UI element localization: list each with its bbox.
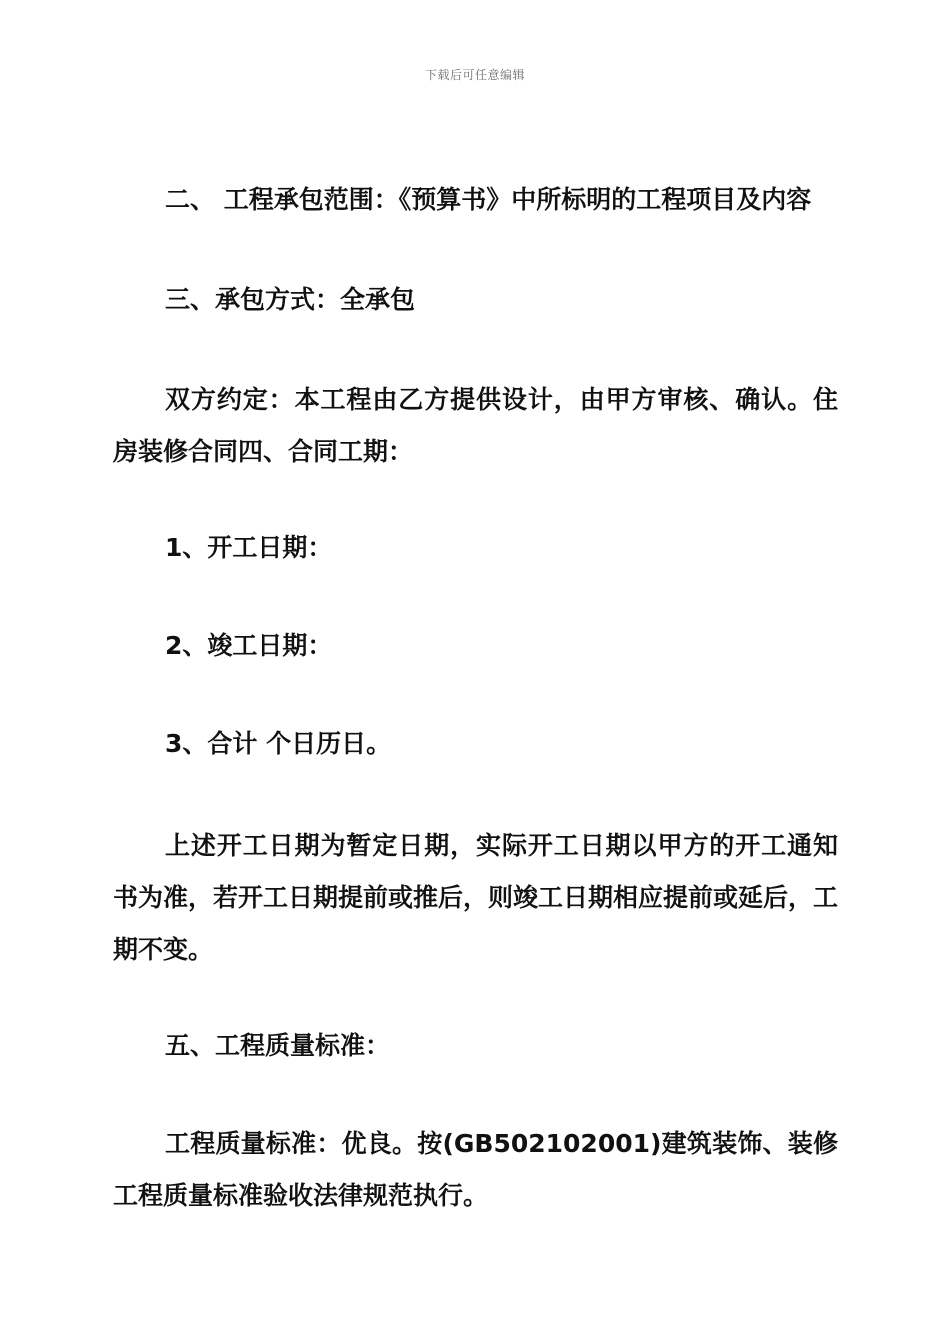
header-note: 下载后可任意编辑 — [424, 68, 525, 82]
paragraph-start-date: 1、开工日期： — [165, 533, 333, 562]
paragraph-total-days: 3、合计 个日历日。 — [165, 729, 392, 758]
paragraph-agreement: 双方约定：本工程由乙方提供设计，由甲方审核、确认。住房装修合同四、合同工期： — [113, 385, 838, 466]
paragraph-scope: 二、 工程承包范围：《预算书》中所标明的工程项目及内容 — [165, 185, 812, 214]
paragraph-date-adjustment: 上述开工日期为暂定日期，实际开工日期以甲方的开工通知书为准，若开工日期提前或推后，则竣工日期相应提前或延后，工期不变。 — [113, 831, 839, 964]
paragraph-quality-heading: 五、工程质量标准： — [165, 1031, 391, 1060]
paragraph-contract-method: 三、承包方式：全承包 — [165, 285, 416, 314]
paragraph-quality-standard: 工程质量标准：优良。按(GB502102001)建筑装饰、装修工程质量标准验收法律规范执行。 — [113, 1129, 838, 1210]
paragraph-completion-date: 2、竣工日期： — [165, 631, 333, 660]
